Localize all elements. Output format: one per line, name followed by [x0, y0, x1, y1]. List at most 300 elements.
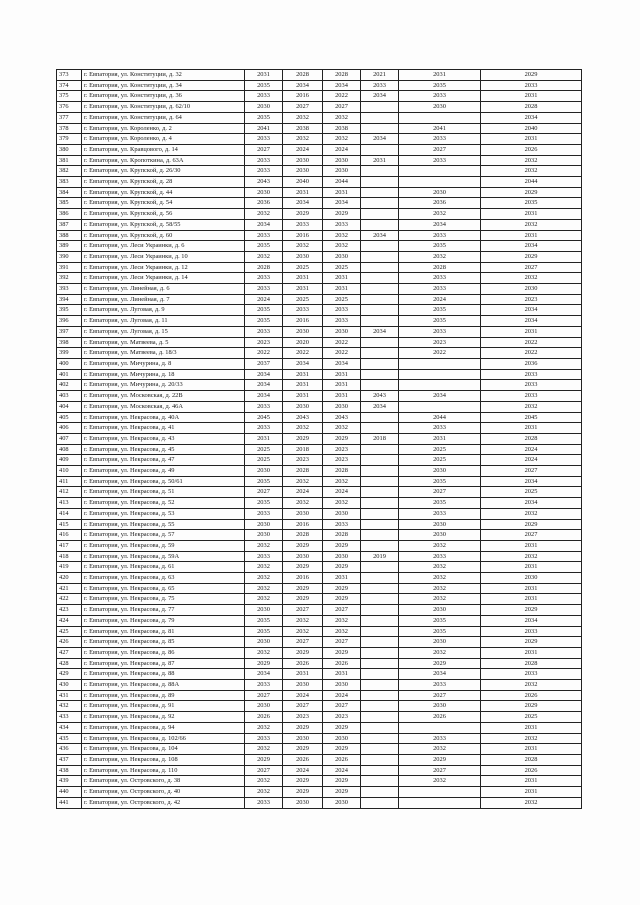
year-cell-3: 2030: [323, 251, 361, 262]
year-cell-1: 2043: [245, 177, 283, 188]
year-cell-3: 2032: [323, 498, 361, 509]
year-cell-6: 2031: [481, 326, 582, 337]
address-cell: г. Евпатория, ул. Некрасова, д. 75: [82, 594, 245, 605]
row-number: 429: [57, 669, 82, 680]
year-cell-2: 2029: [283, 209, 323, 220]
row-number: 374: [57, 80, 82, 91]
row-number: 398: [57, 337, 82, 348]
row-number: 378: [57, 123, 82, 134]
table-row: [57, 669, 582, 680]
year-cell-1: 2035: [245, 112, 283, 123]
year-cell-5: 2032: [399, 776, 481, 787]
address-cell: г. Евпатория, ул. Кропоткина, д. 63А: [82, 155, 245, 166]
year-cell-6: 2031: [481, 722, 582, 733]
year-cell-2: 2023: [283, 712, 323, 723]
year-cell-2: 2029: [283, 647, 323, 658]
year-cell-6: 2032: [481, 273, 582, 284]
table-row: [57, 380, 582, 391]
table-row: [57, 455, 582, 466]
year-cell-6: 2027: [481, 262, 582, 273]
year-cell-3: 2032: [323, 423, 361, 434]
year-cell-1: 2034: [245, 219, 283, 230]
year-cell-4: [361, 251, 399, 262]
year-cell-6: 2032: [481, 166, 582, 177]
year-cell-6: 2032: [481, 797, 582, 808]
year-cell-1: 2032: [245, 594, 283, 605]
year-cell-4: [361, 508, 399, 519]
table-row: [57, 337, 582, 348]
year-cell-3: 2032: [323, 230, 361, 241]
year-cell-4: [361, 615, 399, 626]
row-number: 435: [57, 733, 82, 744]
year-cell-5: 2030: [399, 519, 481, 530]
year-cell-1: 2023: [245, 337, 283, 348]
year-cell-2: 2029: [283, 594, 323, 605]
year-cell-3: 2034: [323, 80, 361, 91]
table-row: [57, 626, 582, 637]
year-cell-4: [361, 177, 399, 188]
year-cell-6: 2031: [481, 562, 582, 573]
year-cell-4: 2019: [361, 551, 399, 562]
year-cell-6: 2033: [481, 626, 582, 637]
table-row: [57, 230, 582, 241]
row-number: 426: [57, 637, 82, 648]
table-row: [57, 551, 582, 562]
year-cell-3: 2034: [323, 198, 361, 209]
year-cell-3: 2031: [323, 391, 361, 402]
year-cell-6: 2034: [481, 615, 582, 626]
year-cell-6: 2033: [481, 369, 582, 380]
year-cell-3: 2030: [323, 401, 361, 412]
address-cell: г. Евпатория, ул. Некрасова, д. 110: [82, 765, 245, 776]
year-cell-5: [399, 177, 481, 188]
year-cell-1: 2033: [245, 508, 283, 519]
row-number: 405: [57, 412, 82, 423]
year-cell-3: 2027: [323, 102, 361, 113]
year-cell-6: 2031: [481, 776, 582, 787]
year-cell-2: 2040: [283, 177, 323, 188]
year-cell-4: [361, 594, 399, 605]
year-cell-4: [361, 755, 399, 766]
year-cell-3: 2029: [323, 583, 361, 594]
table-row: [57, 637, 582, 648]
row-number: 417: [57, 540, 82, 551]
address-cell: г. Евпатория, ул. Некрасова, д. 41: [82, 423, 245, 434]
year-cell-4: [361, 637, 399, 648]
year-cell-3: 2043: [323, 412, 361, 423]
address-cell: г. Евпатория, ул. Некрасова, д. 88: [82, 669, 245, 680]
year-cell-2: 2020: [283, 337, 323, 348]
year-cell-4: [361, 540, 399, 551]
year-cell-3: 2029: [323, 787, 361, 798]
address-cell: г. Евпатория, ул. Конституции, д. 62/10: [82, 102, 245, 113]
address-cell: г. Евпатория, ул. Некрасова, д. 85: [82, 637, 245, 648]
year-cell-2: 2032: [283, 134, 323, 145]
table-row: [57, 294, 582, 305]
address-cell: г. Евпатория, ул. Некрасова, д. 92: [82, 712, 245, 723]
year-cell-6: 2031: [481, 787, 582, 798]
year-cell-6: 2029: [481, 701, 582, 712]
table-row: [57, 134, 582, 145]
row-number: 388: [57, 230, 82, 241]
year-cell-3: 2026: [323, 755, 361, 766]
row-number: 373: [57, 70, 82, 81]
year-cell-6: 2026: [481, 765, 582, 776]
table-row: [57, 70, 582, 81]
address-cell: г. Евпатория, ул. Некрасова, д. 47: [82, 455, 245, 466]
year-cell-1: 2022: [245, 348, 283, 359]
year-cell-4: [361, 294, 399, 305]
year-cell-3: 2024: [323, 144, 361, 155]
year-cell-1: 2041: [245, 123, 283, 134]
year-cell-6: 2030: [481, 284, 582, 295]
table-row: [57, 305, 582, 316]
year-cell-4: 2031: [361, 155, 399, 166]
address-cell: г. Евпатория, ул. Короленко, д. 4: [82, 134, 245, 145]
year-cell-5: 2032: [399, 583, 481, 594]
address-cell: г. Евпатория, ул. Некрасова, д. 77: [82, 605, 245, 616]
year-cell-3: 2029: [323, 562, 361, 573]
year-cell-2: 2018: [283, 444, 323, 455]
year-cell-5: 2033: [399, 551, 481, 562]
year-cell-5: 2032: [399, 647, 481, 658]
year-cell-6: 2022: [481, 337, 582, 348]
year-cell-6: 2028: [481, 433, 582, 444]
address-cell: г. Евпатория, ул. Линейная, д. 7: [82, 294, 245, 305]
year-cell-1: 2035: [245, 80, 283, 91]
address-cell: г. Евпатория, ул. Матвеева, д. 18/3: [82, 348, 245, 359]
year-cell-6: 2034: [481, 476, 582, 487]
row-number: 424: [57, 615, 82, 626]
year-cell-5: 2028: [399, 262, 481, 273]
year-cell-4: [361, 476, 399, 487]
year-cell-4: 2034: [361, 134, 399, 145]
year-cell-1: 2031: [245, 70, 283, 81]
year-cell-6: 2034: [481, 498, 582, 509]
year-cell-2: 2032: [283, 423, 323, 434]
year-cell-3: 2032: [323, 615, 361, 626]
row-number: 431: [57, 690, 82, 701]
year-cell-5: 2030: [399, 187, 481, 198]
table-row: [57, 755, 582, 766]
year-cell-4: [361, 466, 399, 477]
year-cell-4: [361, 680, 399, 691]
row-number: 401: [57, 369, 82, 380]
year-cell-3: 2033: [323, 519, 361, 530]
year-cell-5: 2032: [399, 744, 481, 755]
address-cell: г. Евпатория, ул. Луговая, д. 15: [82, 326, 245, 337]
year-cell-5: 2022: [399, 348, 481, 359]
year-cell-2: 2024: [283, 765, 323, 776]
row-number: 440: [57, 787, 82, 798]
year-cell-5: 2033: [399, 91, 481, 102]
table-row: [57, 615, 582, 626]
year-cell-4: [361, 690, 399, 701]
year-cell-6: 2033: [481, 669, 582, 680]
year-cell-1: 2045: [245, 412, 283, 423]
year-cell-4: [361, 647, 399, 658]
table-body: [57, 70, 582, 809]
address-cell: г. Евпатория, ул. Леси Украинки, д. 10: [82, 251, 245, 262]
address-cell: г. Евпатория, ул. Луговая, д. 11: [82, 316, 245, 327]
row-number: 425: [57, 626, 82, 637]
year-cell-3: 2027: [323, 701, 361, 712]
address-cell: г. Евпатория, ул. Некрасова, д. 94: [82, 722, 245, 733]
year-cell-2: 2033: [283, 219, 323, 230]
year-cell-4: [361, 209, 399, 220]
year-cell-4: [361, 519, 399, 530]
year-cell-5: [399, 380, 481, 391]
table-row: [57, 722, 582, 733]
year-cell-3: 2044: [323, 177, 361, 188]
year-cell-6: 2031: [481, 583, 582, 594]
table-row: [57, 369, 582, 380]
year-cell-4: 2034: [361, 326, 399, 337]
year-cell-4: [361, 358, 399, 369]
address-cell: г. Евпатория, ул. Некрасова, д. 63: [82, 573, 245, 584]
year-cell-6: 2022: [481, 348, 582, 359]
row-number: 415: [57, 519, 82, 530]
row-number: 377: [57, 112, 82, 123]
year-cell-6: 2033: [481, 380, 582, 391]
year-cell-2: 2027: [283, 605, 323, 616]
year-cell-2: 2032: [283, 626, 323, 637]
year-cell-4: [361, 112, 399, 123]
year-cell-4: [361, 187, 399, 198]
row-number: 408: [57, 444, 82, 455]
address-cell: г. Евпатория, ул. Мичурина, д. 18: [82, 369, 245, 380]
year-cell-1: 2025: [245, 455, 283, 466]
table-row: [57, 155, 582, 166]
year-cell-5: 2030: [399, 466, 481, 477]
address-cell: г. Евпатория, ул. Некрасова, д. 88А: [82, 680, 245, 691]
year-cell-6: 2029: [481, 187, 582, 198]
year-cell-4: [361, 498, 399, 509]
year-cell-1: 2030: [245, 605, 283, 616]
row-number: 423: [57, 605, 82, 616]
row-number: 383: [57, 177, 82, 188]
year-cell-2: 2032: [283, 498, 323, 509]
year-cell-6: 2031: [481, 134, 582, 145]
year-cell-1: 2035: [245, 476, 283, 487]
address-cell: г. Евпатория, ул. Крупской, д. 28: [82, 177, 245, 188]
year-cell-2: 2030: [283, 401, 323, 412]
row-number: 393: [57, 284, 82, 295]
address-cell: г. Евпатория, ул. Некрасова, д. 65: [82, 583, 245, 594]
year-cell-5: 2033: [399, 134, 481, 145]
year-cell-3: 2025: [323, 262, 361, 273]
year-cell-2: 2025: [283, 262, 323, 273]
year-cell-2: 2034: [283, 198, 323, 209]
housing-table: [56, 69, 582, 809]
row-number: 428: [57, 658, 82, 669]
year-cell-6: 2032: [481, 401, 582, 412]
year-cell-3: 2022: [323, 337, 361, 348]
year-cell-3: 2027: [323, 637, 361, 648]
year-cell-5: [399, 369, 481, 380]
table-row: [57, 391, 582, 402]
year-cell-4: [361, 669, 399, 680]
table-row: [57, 487, 582, 498]
year-cell-4: [361, 273, 399, 284]
table-row: [57, 466, 582, 477]
year-cell-3: 2024: [323, 765, 361, 776]
year-cell-5: 2033: [399, 680, 481, 691]
year-cell-1: 2025: [245, 444, 283, 455]
address-cell: г. Евпатория, ул. Конституции, д. 64: [82, 112, 245, 123]
year-cell-5: 2025: [399, 455, 481, 466]
year-cell-3: 2031: [323, 380, 361, 391]
year-cell-6: 2032: [481, 551, 582, 562]
year-cell-5: 2027: [399, 690, 481, 701]
year-cell-6: 2032: [481, 733, 582, 744]
year-cell-5: 2033: [399, 273, 481, 284]
year-cell-2: 2022: [283, 348, 323, 359]
year-cell-4: [361, 701, 399, 712]
table-row: [57, 444, 582, 455]
year-cell-2: 2029: [283, 744, 323, 755]
year-cell-1: 2032: [245, 787, 283, 798]
year-cell-3: 2025: [323, 294, 361, 305]
year-cell-2: 2030: [283, 326, 323, 337]
address-cell: г. Евпатория, ул. Луговая, д. 9: [82, 305, 245, 316]
year-cell-5: [399, 358, 481, 369]
year-cell-6: 2034: [481, 316, 582, 327]
row-number: 400: [57, 358, 82, 369]
year-cell-4: [361, 776, 399, 787]
year-cell-1: 2033: [245, 551, 283, 562]
table-row: [57, 80, 582, 91]
row-number: 411: [57, 476, 82, 487]
year-cell-6: 2025: [481, 487, 582, 498]
year-cell-2: 2028: [283, 530, 323, 541]
table-row: [57, 797, 582, 808]
table-row: [57, 594, 582, 605]
year-cell-6: 2025: [481, 712, 582, 723]
address-cell: г. Евпатория, ул. Некрасова, д. 49: [82, 466, 245, 477]
address-cell: г. Евпатория, ул. Некрасова, д. 59А: [82, 551, 245, 562]
year-cell-5: 2032: [399, 209, 481, 220]
year-cell-3: 2031: [323, 669, 361, 680]
year-cell-1: 2032: [245, 540, 283, 551]
year-cell-6: 2029: [481, 637, 582, 648]
year-cell-4: [361, 219, 399, 230]
year-cell-3: 2029: [323, 540, 361, 551]
year-cell-1: 2030: [245, 519, 283, 530]
year-cell-4: [361, 626, 399, 637]
year-cell-1: 2033: [245, 797, 283, 808]
year-cell-3: 2024: [323, 690, 361, 701]
year-cell-6: 2033: [481, 391, 582, 402]
address-cell: г. Евпатория, ул. Некрасова, д. 50/61: [82, 476, 245, 487]
year-cell-6: 2029: [481, 605, 582, 616]
year-cell-5: 2035: [399, 316, 481, 327]
year-cell-2: 2032: [283, 241, 323, 252]
row-number: 432: [57, 701, 82, 712]
year-cell-5: 2035: [399, 241, 481, 252]
table-row: [57, 562, 582, 573]
year-cell-1: 2024: [245, 294, 283, 305]
year-cell-6: 2036: [481, 358, 582, 369]
year-cell-5: 2033: [399, 508, 481, 519]
year-cell-3: 2029: [323, 776, 361, 787]
year-cell-2: 2029: [283, 583, 323, 594]
year-cell-1: 2033: [245, 680, 283, 691]
year-cell-5: 2035: [399, 498, 481, 509]
year-cell-4: [361, 530, 399, 541]
table-row: [57, 776, 582, 787]
year-cell-2: 2029: [283, 722, 323, 733]
row-number: 436: [57, 744, 82, 755]
row-number: 391: [57, 262, 82, 273]
year-cell-4: [361, 337, 399, 348]
year-cell-3: 2030: [323, 326, 361, 337]
year-cell-4: [361, 573, 399, 584]
year-cell-5: 2032: [399, 251, 481, 262]
year-cell-2: 2032: [283, 112, 323, 123]
year-cell-6: 2027: [481, 466, 582, 477]
row-number: 395: [57, 305, 82, 316]
table-row: [57, 712, 582, 723]
address-cell: г. Евпатория, ул. Мичурина, д. 8: [82, 358, 245, 369]
year-cell-2: 2030: [283, 733, 323, 744]
table-row: [57, 187, 582, 198]
year-cell-3: 2033: [323, 316, 361, 327]
address-cell: г. Евпатория, ул. Некрасова, д. 87: [82, 658, 245, 669]
year-cell-6: 2029: [481, 519, 582, 530]
address-cell: г. Евпатория, ул. Некрасова, д. 53: [82, 508, 245, 519]
year-cell-4: [361, 797, 399, 808]
row-number: 389: [57, 241, 82, 252]
year-cell-2: 2031: [283, 391, 323, 402]
year-cell-5: 2031: [399, 433, 481, 444]
year-cell-6: 2031: [481, 91, 582, 102]
table-row: [57, 508, 582, 519]
year-cell-2: 2031: [283, 273, 323, 284]
year-cell-3: 2027: [323, 605, 361, 616]
year-cell-6: 2029: [481, 251, 582, 262]
year-cell-2: 2016: [283, 230, 323, 241]
year-cell-5: 2032: [399, 573, 481, 584]
address-cell: г. Евпатория, ул. Некрасова, д. 45: [82, 444, 245, 455]
year-cell-1: 2030: [245, 187, 283, 198]
table-row: [57, 144, 582, 155]
row-number: 384: [57, 187, 82, 198]
year-cell-4: 2034: [361, 230, 399, 241]
row-number: 394: [57, 294, 82, 305]
row-number: 412: [57, 487, 82, 498]
year-cell-3: 2032: [323, 112, 361, 123]
year-cell-5: [399, 112, 481, 123]
year-cell-5: [399, 797, 481, 808]
year-cell-2: 2028: [283, 70, 323, 81]
year-cell-2: 2031: [283, 369, 323, 380]
row-number: 439: [57, 776, 82, 787]
year-cell-1: 2027: [245, 690, 283, 701]
row-number: 396: [57, 316, 82, 327]
address-cell: г. Евпатория, ул. Некрасова, д. 61: [82, 562, 245, 573]
year-cell-4: [361, 423, 399, 434]
year-cell-3: 2029: [323, 433, 361, 444]
address-cell: г. Евпатория, ул. Московская, д. 46А: [82, 401, 245, 412]
table-row: [57, 412, 582, 423]
year-cell-5: 2033: [399, 733, 481, 744]
year-cell-4: [361, 658, 399, 669]
year-cell-2: 2029: [283, 787, 323, 798]
row-number: 410: [57, 466, 82, 477]
table-row: [57, 765, 582, 776]
year-cell-3: 2030: [323, 680, 361, 691]
